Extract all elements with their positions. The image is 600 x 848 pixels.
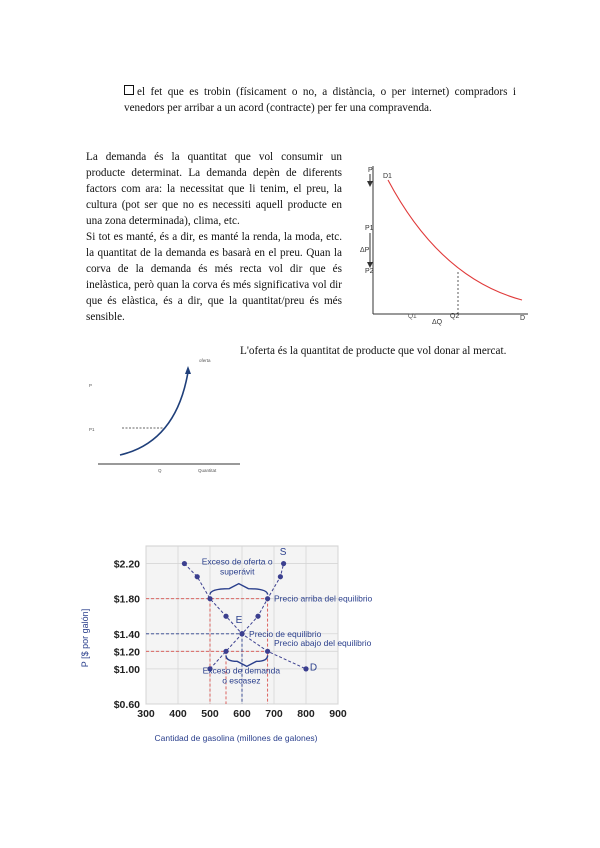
demand-paragraph-2: Si tot es manté, és a dir, es manté la renda, la moda, etc. la quantitat de la demanda es basarà en el preu. Quan la corva de la demanda és més recta vol dir que és inelàstica, però quan la corva és més significativa vol dir que és elàstica, és a dir, que la quantitat/preu és més sensible.	[86, 231, 342, 323]
chart-y-axis-label: P [$ por galón]	[80, 608, 90, 668]
checkbox-bullet-icon	[124, 85, 134, 95]
series-point-D	[195, 574, 200, 579]
supply-curve-line	[120, 372, 188, 455]
y-tick-label: $1.20	[113, 646, 140, 659]
shortage-label-line1: Exceso de demanda	[202, 665, 281, 676]
market-definition-bullet	[124, 84, 516, 116]
x-tick-label: 600	[233, 708, 251, 720]
equilibrium-chart	[76, 538, 373, 748]
chart-x-axis-label: Cantidad de gasolina (millones de galones)	[154, 733, 318, 743]
supply-y-label: P	[89, 383, 93, 388]
equilibrium-e-label: E	[235, 615, 243, 627]
supply-s-label: S	[279, 546, 287, 558]
series-point-D	[207, 596, 212, 601]
series-point-D	[223, 614, 228, 619]
demand-curve-figure	[360, 158, 532, 330]
price-below-label: Precio abajo del equilibrio	[274, 638, 372, 649]
supply-x-label: Quantitat	[198, 468, 217, 473]
series-point-D	[182, 561, 187, 566]
x-tick-label: 900	[329, 708, 347, 720]
demand-delta-q-label: ΔQ	[432, 319, 443, 326]
demand-p1-label: P1	[365, 225, 374, 232]
series-point-S	[255, 614, 260, 619]
demand-p2-label: P2	[365, 268, 374, 275]
market-definition-text: el fet que es trobin (físicament o no, a distància, o per internet) compradors i venedors per arribar a un acord (contracte) per fer una compravenda.	[124, 86, 516, 114]
demand-delta-p-label: ΔP	[360, 247, 370, 254]
y-tick-label: $0.60	[113, 699, 140, 711]
shortage-label-line2: o escasez	[222, 675, 261, 686]
series-point-S	[239, 631, 244, 636]
supply-explanation	[240, 343, 514, 359]
demand-explanation	[86, 149, 342, 325]
series-point-S	[278, 574, 283, 579]
y-tick-label: $1.00	[113, 663, 140, 676]
supply-curve-label: oferta	[199, 358, 211, 363]
demand-curve-label: D1	[383, 173, 392, 180]
demand-q1-label: Q1	[408, 313, 417, 320]
y-tick-label: $1.80	[113, 593, 140, 606]
supply-paragraph: L'oferta és la quantitat de producte que vol donar al mercat.	[240, 345, 507, 357]
p-arrowhead-icon	[367, 181, 373, 187]
series-point-S	[281, 561, 286, 566]
x-tick-label: 700	[265, 708, 283, 720]
demand-y-label: P	[368, 167, 373, 174]
demand-curve-line	[388, 180, 522, 300]
y-tick-label: $1.40	[113, 628, 140, 641]
surplus-label-line1: Exceso de oferta o	[201, 556, 273, 567]
demand-x-label: D	[520, 315, 526, 322]
series-point-D	[303, 666, 308, 671]
series-point-S	[223, 649, 228, 654]
supply-curve-figure	[84, 352, 244, 476]
demand-d-label: D	[309, 662, 318, 674]
series-point-S	[265, 596, 270, 601]
price-above-label: Precio arriba del equilibrio	[274, 593, 373, 604]
supply-q-label: Q	[158, 468, 162, 473]
x-tick-label: 800	[297, 708, 315, 720]
demand-paragraph-1: La demanda és la quantitat que vol consumir un producte determinat. La demanda depèn de diferents factors com ara: la necessitat que li tenim, el preu, la cultura (pot ser que no es necessiti aquell producte en una zona determinada), clima, etc.	[86, 151, 342, 227]
price-equilibrium-label: Precio de equilibrio	[249, 628, 322, 639]
surplus-label-line2: superávit	[219, 566, 255, 577]
series-point-D	[265, 649, 270, 654]
x-tick-label: 400	[169, 708, 187, 720]
x-tick-label: 300	[137, 708, 155, 720]
demand-q2-label: Q2	[450, 313, 460, 320]
x-tick-label: 500	[201, 708, 219, 720]
supply-p1-label: P1	[89, 427, 95, 432]
y-tick-label: $2.20	[113, 558, 140, 571]
supply-arrowhead-icon	[185, 366, 191, 374]
